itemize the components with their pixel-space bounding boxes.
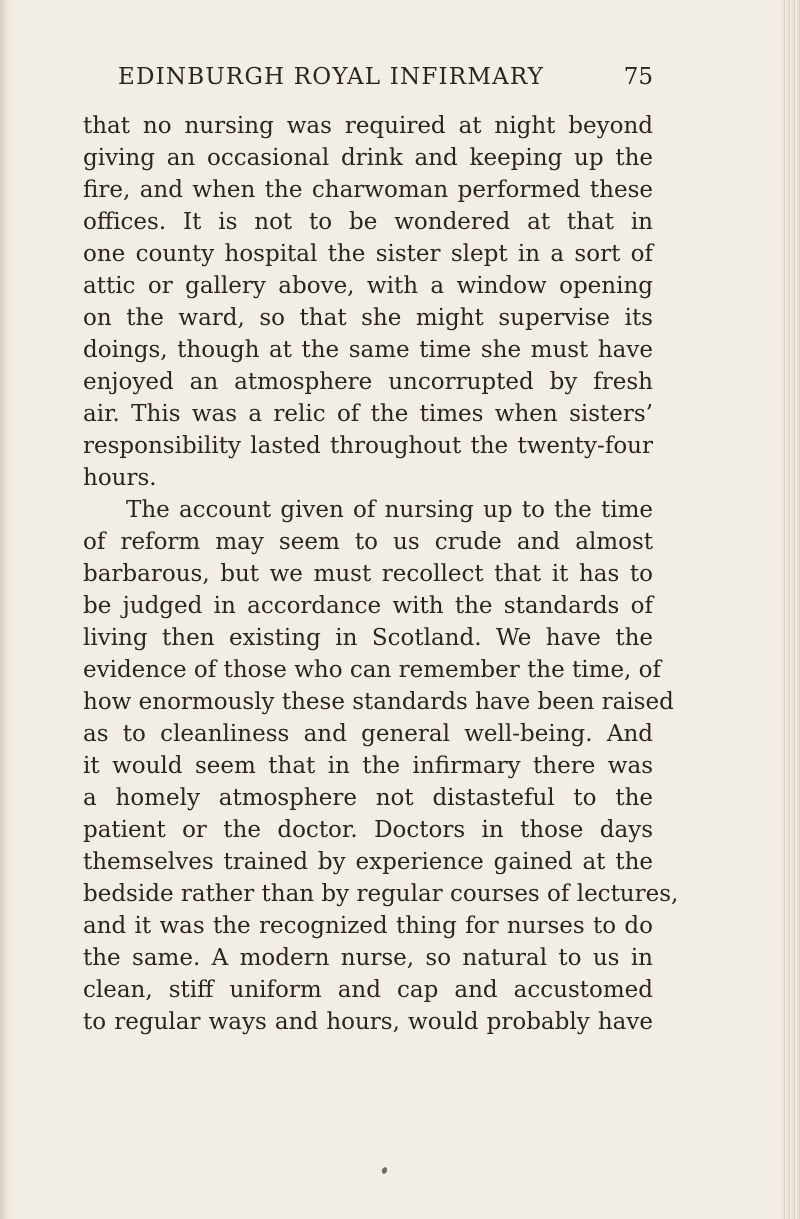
running-title: EDINBURGH ROYAL INFIRMARY bbox=[118, 64, 545, 90]
body-text bbox=[83, 110, 679, 1038]
ink-speck bbox=[381, 1166, 388, 1174]
text-line: on the ward, so that she might supervise its bbox=[83, 305, 653, 331]
paragraph-start-line: The account given of nursing up to the time bbox=[126, 497, 653, 523]
text-line: it would seem that in the infirmary there was bbox=[83, 753, 653, 779]
text-line: as to cleanliness and general well-being. And bbox=[83, 721, 653, 747]
text-line: one county hospital the sister slept in a sort of bbox=[83, 241, 653, 267]
text-line: fire, and when the charwoman performed these bbox=[83, 177, 653, 203]
text-line: themselves trained by experience gained at the bbox=[83, 849, 653, 875]
page-number: 75 bbox=[623, 64, 653, 90]
text-line: that no nursing was required at night beyond bbox=[83, 113, 653, 139]
text-line: barbarous, but we must recollect that it has to bbox=[83, 561, 653, 587]
text-line: air. This was a relic of the times when sisters’ bbox=[83, 401, 653, 427]
text-line: attic or gallery above, with a window opening bbox=[83, 273, 653, 299]
text-line: a homely atmosphere not distasteful to the bbox=[83, 785, 653, 811]
text-line: the same. A modern nurse, so natural to us in bbox=[83, 945, 653, 971]
page-right-edge bbox=[782, 0, 800, 1219]
text-line: doings, though at the same time she must have bbox=[83, 337, 653, 363]
text-line: responsibility lasted throughout the twenty-four bbox=[83, 433, 653, 459]
text-line: of reform may seem to us crude and almost bbox=[83, 529, 653, 555]
text-line: living then existing in Scotland. We have the bbox=[83, 625, 653, 651]
text-line: how enormously these standards have been raised bbox=[83, 689, 674, 715]
page-header bbox=[118, 64, 653, 102]
text-line: to regular ways and hours, would probably have bbox=[83, 1009, 653, 1035]
text-line: be judged in accordance with the standards of bbox=[83, 593, 653, 619]
text-line: bedside rather than by regular courses of lectures, bbox=[83, 881, 679, 907]
text-line: offices. It is not to be wondered at that in bbox=[83, 209, 653, 235]
text-line: hours. bbox=[83, 465, 157, 491]
text-line: and it was the recognized thing for nurses to do bbox=[83, 913, 653, 939]
page-left-edge bbox=[0, 0, 8, 1219]
text-line: evidence of those who can remember the time, of bbox=[83, 657, 662, 683]
text-line: patient or the doctor. Doctors in those days bbox=[83, 817, 653, 843]
text-line: clean, stiff uniform and cap and accustomed bbox=[83, 977, 653, 1003]
text-line: enjoyed an atmosphere uncorrupted by fresh bbox=[83, 369, 653, 395]
text-line: giving an occasional drink and keeping up the bbox=[83, 145, 653, 171]
